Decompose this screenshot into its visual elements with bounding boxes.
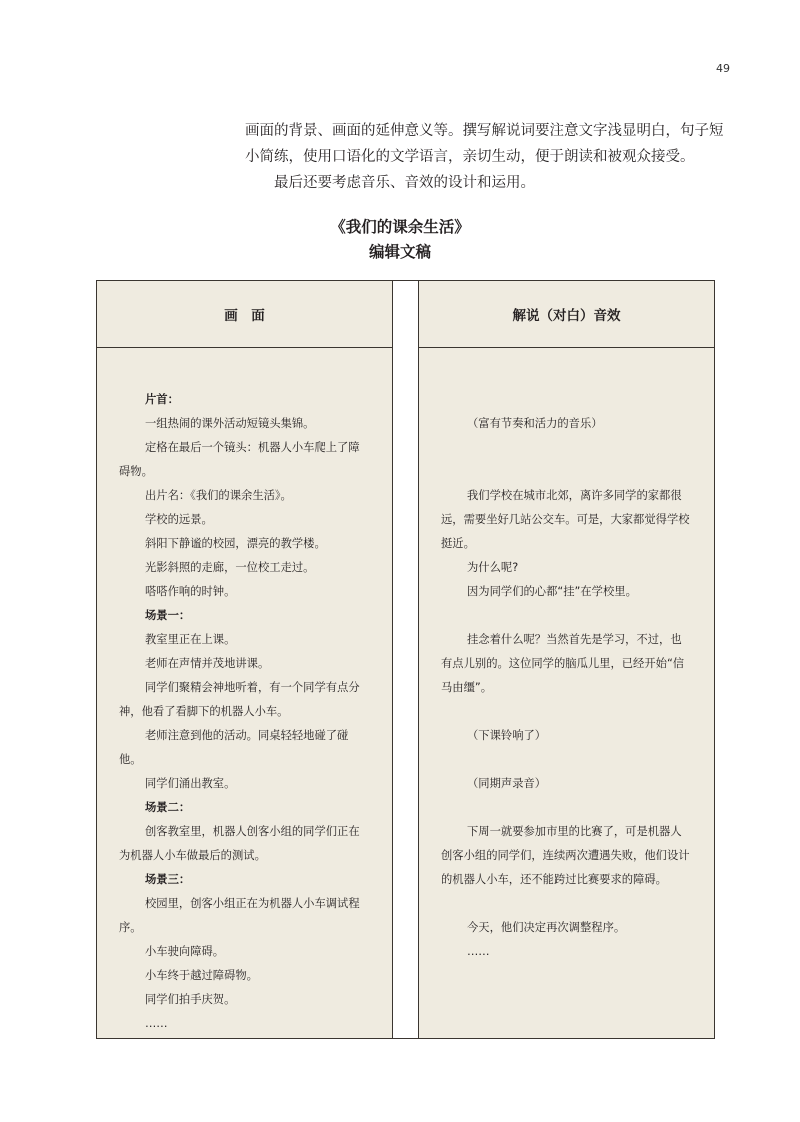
scene-line: 老师注意到他的活动。同桌轻轻地碰了碰他。: [119, 729, 349, 766]
blank-line: [441, 436, 692, 460]
blank-line: [441, 388, 692, 412]
scene-line: 同学们拍手庆贺。: [145, 993, 236, 1006]
narration-line: ……: [467, 945, 490, 958]
column-gutter: [393, 280, 418, 1039]
narration-line: 因为同学们的心都“挂”在学校里。: [467, 585, 637, 598]
scene-line: 学校的远景。: [145, 513, 213, 526]
scene-column: [96, 280, 393, 1039]
narration-line: （同期声录音）: [467, 777, 547, 790]
narration-line: （下课铃响了）: [467, 729, 547, 742]
narration-line: 我们学校在城市北郊，离许多同学的家都很远，需要坐好几站公交车。可是，大家都觉得学校挺近。: [441, 489, 690, 550]
narration-line: 今天，他们决定再次调整程序。: [467, 921, 626, 934]
blank-line: [441, 748, 692, 772]
blank-line: [441, 700, 692, 724]
blank-line: [441, 460, 692, 484]
narration-line: 下周一就要参加市里的比赛了，可是机器人创客小组的同学们，连续两次遭遇失败，他们设计的机器人小车，还不能跨过比赛要求的障碍。: [441, 825, 690, 886]
scene-line: ……: [145, 1017, 168, 1030]
scene-line: 场景二：: [145, 801, 191, 814]
narration-line: 挂念着什么呢？当然首先是学习，不过，也有点儿别的。这位同学的脑瓜儿里，已经开始“信马由缰”。: [441, 633, 685, 694]
scene-line: 场景三：: [145, 873, 191, 886]
scene-line: 同学们涌出教室。: [145, 777, 236, 790]
scene-line: 嗒嗒作响的时钟。: [145, 585, 236, 598]
scene-line: 光影斜照的走廊，一位校工走过。: [145, 561, 315, 574]
intro-text: [245, 118, 725, 196]
blank-line: [441, 796, 692, 820]
scene-line: 斜阳下静谧的校园，漂亮的教学楼。: [145, 537, 326, 550]
narration-column-body: [419, 348, 714, 964]
scene-line: 老师在声情并茂地讲课。: [145, 657, 270, 670]
scene-line: 场景一：: [145, 609, 191, 622]
document-title: 《我们的课余生活》: [330, 218, 470, 236]
scene-line: 小车终于越过障碍物。: [145, 969, 258, 982]
scene-line: 片首：: [145, 393, 179, 406]
scene-line: 同学们聚精会神地听着，有一个同学有点分神，他看了看脚下的机器人小车。: [119, 681, 360, 718]
narration-column: [418, 280, 715, 1039]
scene-line: 出片名：《我们的课余生活》。: [145, 489, 292, 502]
narration-line: 为什么呢?: [467, 561, 519, 574]
scene-line: 教室里正在上课。: [145, 633, 236, 646]
intro-paragraph-1: 画面的背景、画面的延伸意义等。撰写解说词要注意文字浅显明白，句子短小简练，使用口语化的文学语言，亲切生动，便于朗读和被观众接受。: [245, 123, 724, 165]
blank-line: [441, 892, 692, 916]
page-number: 49: [716, 62, 730, 75]
narration-line: （富有节奏和活力的音乐）: [467, 417, 603, 430]
scene-line: 创客教室里，机器人创客小组的同学们正在为机器人小车做最后的测试。: [119, 825, 360, 862]
narration-column-header: 解说（对白）音效: [419, 281, 714, 348]
blank-line: [441, 604, 692, 628]
scene-line: 校园里，创客小组正在为机器人小车调试程序。: [119, 897, 360, 934]
scene-column-header: 画 面: [97, 281, 392, 348]
scene-line: 一组热闹的课外活动短镜头集锦。: [145, 417, 315, 430]
scene-line: 定格在最后一个镜头：机器人小车爬上了障碍物。: [119, 441, 360, 478]
scene-line: 小车驶向障碍。: [145, 945, 225, 958]
scene-column-body: [97, 348, 392, 1036]
document-subtitle: 编辑文稿: [368, 243, 431, 261]
intro-paragraph-2: 最后还要考虑音乐、音效的设计和运用。: [274, 175, 535, 191]
